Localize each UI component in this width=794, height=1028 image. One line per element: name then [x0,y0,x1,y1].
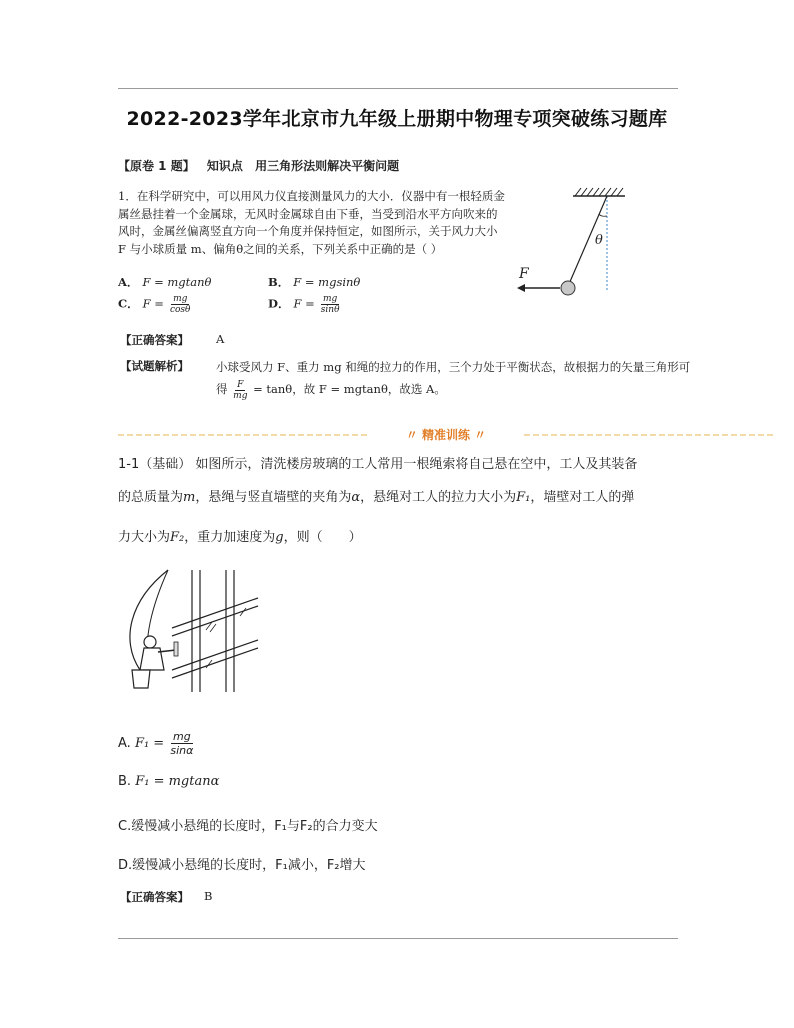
q2-line3-a: 力大小为 [118,530,171,545]
option-c [118,294,192,315]
angle-label: θ [595,233,603,248]
option-c-lhs: F = [142,296,164,311]
source-line [118,157,407,174]
analysis-prefix: 得 [216,382,228,396]
option-c-numerator: mg [173,294,188,304]
analysis-suffix: = tanθ，故 F = mgtanθ，故选 A。 [253,382,446,396]
q2-line-1: 1-1（基础） 如图所示，清洗楼房玻璃的工人常用一根绳索将自己悬在空中，工人及其装备 [118,457,638,472]
analysis-denominator: mg [233,390,248,401]
window-cleaner-figure [120,570,260,692]
q1-answer-value: A [216,332,225,346]
window-frame [172,570,258,692]
q2-symbol-alpha: α [351,490,361,505]
q2-symbol-f2: F₂ [170,530,185,545]
q2-option-a-fraction [168,730,195,757]
ceiling-hatch [575,188,623,196]
q2-answer-label: 【正确答案】 [120,890,189,904]
banner-text: 〃 精准训练 〃 [405,428,487,442]
analysis-line-1: 小球受风力 F、重力 mg 和绳的拉力的作用，三个力处于平衡状态，故根据力的矢量三角形可 [216,360,691,374]
force-arrowhead [517,284,525,292]
q2-line3-b: ，重力加速度为 [184,530,276,545]
q2-option-a-denominator: sinα [170,744,194,757]
question-1-stem: 1．在科学研究中，可以用风力仪直接测量风力的大小．仪器中有一根轻质金属丝悬挂着一个金属球，无风时金属球自由下垂，当受到沿水平方向吹来的风时，金属丝偏离竖直方向一个角度并保持恒定，如图所示，关于风力大小 F 与小球质量 m、偏角θ之间的关系，下列关系中正确的是（ ） [118,189,505,256]
q2-line2-b: ，悬绳与竖直墙壁的夹角为 [195,490,352,505]
q2-symbol-g: g [275,530,284,545]
q2-option-d: D.缓慢减小悬绳的长度时，F₁减小，F₂增大 [118,858,366,873]
q2-option-b [118,774,219,789]
option-b [268,274,360,290]
option-d-label: D． [268,296,290,311]
option-a [118,274,211,290]
q2-symbol-f1: F₁ [516,490,531,505]
header-rule [118,88,678,89]
angle-arc [599,214,607,216]
q2-line-2 [118,487,634,509]
q2-option-a-lhs: F₁ = [134,736,165,751]
q2-line3-c: ，则（ ） [283,530,362,545]
q2-option-a [118,730,195,757]
bucket [132,670,150,688]
q1-analysis-label: 【试题解析】 [120,359,189,373]
document-title: 2022-2023学年北京市九年级上册期中物理专项突破练习题库 [126,108,668,130]
q2-option-a-label: A. [118,736,131,751]
option-c-denominator: cosθ [169,305,191,315]
source-tag: 【原卷 1 题】 [118,159,195,173]
q2-line2-a: 的总质量为 [118,490,184,505]
option-d-denominator: sinθ [320,305,340,315]
metal-ball [561,281,575,295]
option-d [268,294,342,315]
q1-analysis [216,356,776,401]
analysis-numerator: F [237,379,244,390]
pendulum-figure [505,186,635,306]
q2-line2-c: ，悬绳对工人的拉力大小为 [360,490,517,505]
q2-answer-value: B [204,889,213,903]
section-banner [118,427,774,443]
force-label: F [519,266,529,282]
analysis-line-2 [216,378,776,401]
option-b-label: B． [268,275,290,289]
q2-option-c: C.缓慢减小悬绳的长度时，F₁与F₂的合力变大 [118,819,378,834]
option-d-fraction [319,294,342,315]
option-d-numerator: mg [323,294,338,304]
option-c-label: C． [118,296,139,311]
analysis-fraction [231,380,249,401]
option-c-fraction [168,294,193,315]
q2-option-a-numerator: mg [173,730,191,743]
option-a-formula: F = mgtanθ [142,275,212,289]
q2-option-b-label: B. [118,774,132,789]
option-d-lhs: F = [293,296,315,311]
knowledge-value: 用三角形法则解决平衡问题 [255,159,400,173]
q2-option-b-formula: F₁ = mgtanα [135,774,220,789]
cleaning-tool [174,642,178,656]
option-b-formula: F = mgsinθ [293,275,361,289]
knowledge-label: 知识点 [206,159,243,173]
q2-symbol-m: m [183,490,196,505]
worker-head [144,636,156,648]
q2-line-3 [118,527,362,549]
q2-line2-d: ，墙壁对工人的弹 [530,490,635,505]
q1-answer-label: 【正确答案】 [120,333,189,347]
footer-rule [118,938,678,939]
option-a-label: A． [118,275,139,289]
